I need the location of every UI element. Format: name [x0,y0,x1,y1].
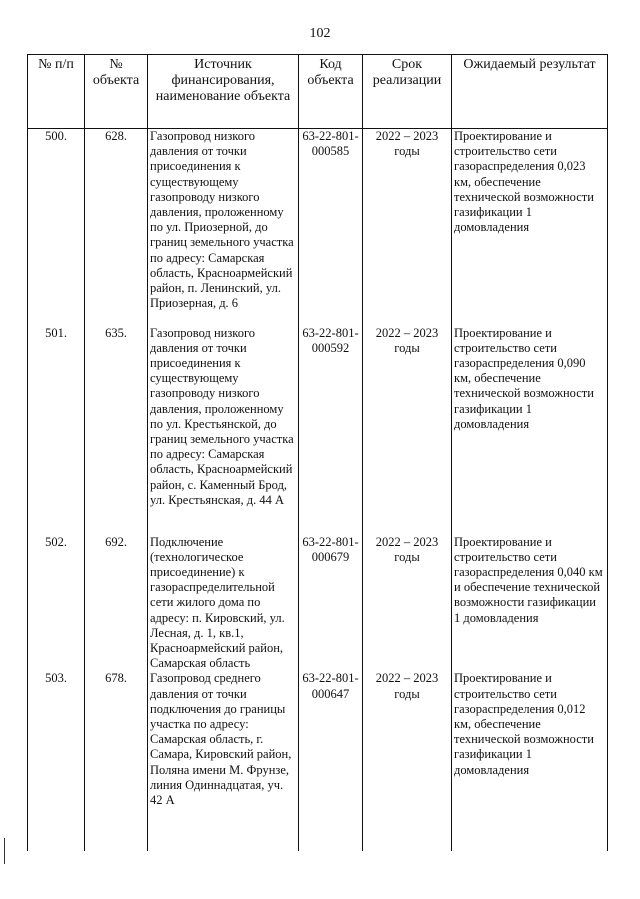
objects-table [27,54,608,851]
header-term: Срок реализации [363,55,452,129]
cell-object-number: 635. [85,326,148,535]
cell-result: Проектирование и строительство сети газораспределения 0,012 км, обеспечение технической возможности газификации 1 домовладения [452,671,608,851]
scan-margin-mark [4,838,5,864]
cell-source: Газопровод низкого давления от точки присоединения к существующему газопроводу низкого давления, проложенному по ул. Крестьянской, до границ земельного участка по адресу: Самарская область, Красноармейский район, с. Каменный Брод, ул. Крестьянская, д. 44 А [148,326,299,535]
cell-term: 2022 – 2023 годы [363,326,452,535]
cell-result: Проектирование и строительство сети газораспределения 0,090 км, обеспечение технической возможности газификации 1 домовладения [452,326,608,535]
header-row-number: № п/п [28,55,85,129]
cell-term: 2022 – 2023 годы [363,535,452,672]
header-object-number: № объекта [85,55,148,129]
table-row [28,671,608,851]
cell-code: 63-22-801-000679 [299,535,363,672]
cell-result: Проектирование и строительство сети газораспределения 0,040 км и обеспечение технической возможности газификации 1 домовладения [452,535,608,672]
cell-source: Газопровод низкого давления от точки присоединения к существующему газопроводу низкого давления, проложенному по ул. Приозерной, до границ земельного участка по адресу: Самарская область, Красноармейский район, п. Ленинский, ул. Приозерная, д. 6 [148,129,299,326]
cell-row-number: 500. [28,129,85,326]
cell-term: 2022 – 2023 годы [363,671,452,851]
cell-term: 2022 – 2023 годы [363,129,452,326]
cell-object-number: 678. [85,671,148,851]
header-result: Ожидаемый результат [452,55,608,129]
cell-row-number: 502. [28,535,85,672]
cell-source: Газопровод среднего давления от точки подключения до границы участка по адресу: Самарская область, г. Самара, Кировский район, Поляна имени М. Фрунзе, линия Одиннадцатая, уч. 42 А [148,671,299,851]
table-row [28,326,608,535]
header-source: Источник финансирования, наименование объекта [148,55,299,129]
cell-code: 63-22-801-000647 [299,671,363,851]
cell-source: Подключение (технологическое присоединение) к газораспределительной сети жилого дома по адресу: п. Кировский, ул. Лесная, д. 1, кв.1, Красноармейский район, Самарская область [148,535,299,672]
cell-object-number: 692. [85,535,148,672]
table-row [28,535,608,672]
cell-code: 63-22-801-000592 [299,326,363,535]
table-row [28,129,608,326]
cell-object-number: 628. [85,129,148,326]
table-header [28,55,608,129]
cell-code: 63-22-801-000585 [299,129,363,326]
page-number: 102 [309,26,331,41]
cell-result: Проектирование и строительство сети газораспределения 0,023 км, обеспечение технической возможности газификации 1 домовладения [452,129,608,326]
header-code: Код объекта [299,55,363,129]
cell-row-number: 503. [28,671,85,851]
cell-row-number: 501. [28,326,85,535]
